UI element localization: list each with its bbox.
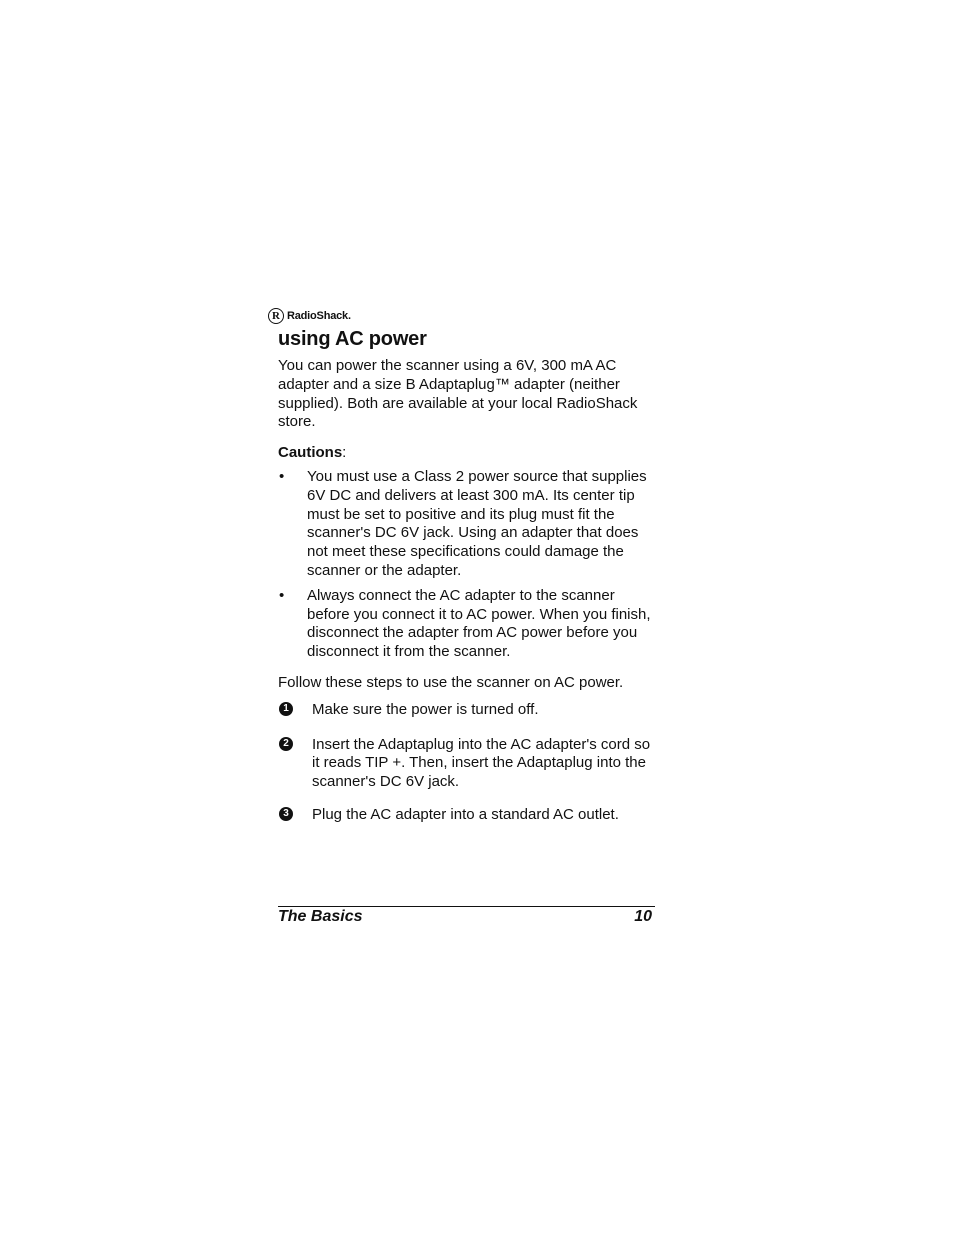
caution-text: You must use a Class 2 power source that supplies 6V DC and delivers at least 300 mA. Its center tip must be set to positive and its plug must fit the scanner's DC 6V jack. Using an adapter that does not meet these specifications could damage the scanner or the adapter. xyxy=(307,467,647,579)
bullet-icon: • xyxy=(279,586,285,604)
caution-item xyxy=(278,587,656,662)
step-item xyxy=(278,701,656,720)
step-item xyxy=(278,806,656,825)
section-content xyxy=(278,326,656,825)
caution-item xyxy=(278,468,656,581)
page-number: 10 xyxy=(634,908,652,925)
cautions-list xyxy=(278,468,656,662)
step-text: Plug the AC adapter into a standard AC outlet. xyxy=(312,805,619,823)
caution-text: Always connect the AC adapter to the scanner before you connect it to AC power. When you finish, disconnect the adapter from AC power before you disconnect it from the scanner. xyxy=(307,586,651,661)
cautions-heading xyxy=(278,444,656,463)
intro-paragraph: You can power the scanner using a 6V, 300 mA AC adapter and a size B Adaptaplug™ adapter (neither supplied). Both are available at your local RadioShack store. xyxy=(278,357,638,431)
section-title: using AC power xyxy=(278,328,427,350)
radioshack-wordmark: RadioShack. xyxy=(287,310,351,322)
step-item xyxy=(278,736,656,792)
step-text: Make sure the power is turned off. xyxy=(312,700,539,718)
step-number-icon: 1 xyxy=(279,702,293,716)
steps-intro: Follow these steps to use the scanner on AC power. xyxy=(278,673,624,691)
steps-list xyxy=(278,701,656,825)
radioshack-r-icon: R xyxy=(268,308,284,324)
chapter-name: The Basics xyxy=(278,908,363,925)
radioshack-logo xyxy=(268,306,351,326)
page-footer xyxy=(278,906,655,926)
step-text: Insert the Adaptaplug into the AC adapter's cord so it reads TIP +. Then, insert the Adaptaplug into the scanner's DC 6V jack. xyxy=(312,735,651,791)
cautions-colon: : xyxy=(342,444,347,462)
step-number-icon: 3 xyxy=(279,807,293,821)
cautions-label: Cautions xyxy=(278,444,343,462)
bullet-icon: • xyxy=(279,467,285,485)
step-number-icon: 2 xyxy=(279,737,293,751)
